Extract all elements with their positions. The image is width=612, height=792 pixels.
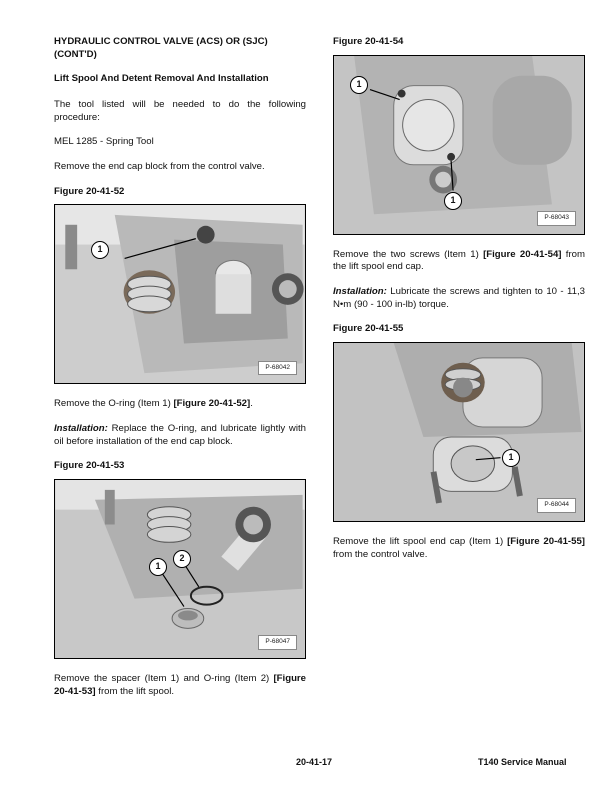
- figure-label-54: Figure 20-41-54: [333, 36, 404, 47]
- oring-instruction: [54, 398, 306, 411]
- valve-photo-55: [334, 343, 584, 521]
- figure-reference: [Figure 20-41-52]: [173, 398, 251, 410]
- figure-label-52: Figure 20-41-52: [54, 185, 125, 197]
- screws-tail: from the lift spool end cap.: [333, 248, 585, 273]
- photo-code: P-68042: [258, 361, 297, 376]
- installation-note-1: [54, 423, 306, 448]
- figure-reference: [Figure 20-41-55]: [507, 535, 585, 547]
- page-number: 20-41-17: [296, 757, 333, 767]
- figure-label-53: Figure 20-41-53: [54, 460, 125, 472]
- figure-photo-52: [54, 204, 306, 384]
- oring-text: Remove the O-ring (Item 1): [54, 398, 174, 410]
- endcap-instruction: [333, 536, 585, 561]
- figure-label-55: Figure 20-41-55: [333, 323, 404, 335]
- installation-label: Installation:: [333, 285, 387, 297]
- valve-photo-52: [55, 205, 305, 383]
- spacer-instruction: [54, 673, 306, 698]
- endcap-text: Remove the lift spool end cap (Item 1): [333, 535, 508, 547]
- figure-reference: [Figure 20-41-54]: [483, 248, 562, 260]
- callout-1: 1: [350, 76, 368, 94]
- figure-photo-55: [333, 342, 585, 522]
- left-column: [54, 36, 306, 710]
- endcap-tail: from the control valve.: [333, 548, 428, 560]
- callout-2: 2: [173, 550, 191, 568]
- valve-photo-53: [55, 480, 305, 658]
- tool-item: MEL 1285 - Spring Tool: [54, 136, 154, 148]
- intro-paragraph: The tool listed will be needed to do the following procedure:: [54, 98, 306, 123]
- screws-text: Remove the two screws (Item 1): [333, 248, 484, 260]
- figure-photo-53: [54, 479, 306, 659]
- section-title: HYDRAULIC CONTROL VALVE (ACS) OR (SJC) (CONT'D): [54, 36, 268, 60]
- callout-1: 1: [149, 558, 167, 576]
- spacer-tail: from the lift spool.: [95, 685, 174, 697]
- manual-title: T140 Service Manual: [478, 757, 567, 767]
- photo-code: P-68044: [537, 498, 576, 513]
- oring-tail: .: [250, 398, 253, 410]
- spacer-text: Remove the spacer (Item 1) and O-ring (Item 2): [54, 672, 274, 684]
- installation-text: Lubricate the screws and tighten to 10 - 11,3 N•m (90 - 100 in-lb) torque.: [333, 285, 585, 310]
- photo-code: P-68047: [258, 635, 297, 650]
- callout-1-lower: 1: [444, 192, 462, 210]
- installation-label: Installation:: [54, 422, 108, 434]
- callout-1: 1: [502, 449, 520, 467]
- installation-text: Replace the O-ring, and lubricate lightly with oil before installation of the end cap block.: [54, 422, 306, 447]
- callout-1: 1: [91, 241, 109, 259]
- photo-code: P-68043: [537, 211, 576, 226]
- right-column: [333, 36, 585, 573]
- installation-note-2: [333, 286, 585, 311]
- subsection-title: Lift Spool And Detent Removal And Installation: [54, 73, 269, 85]
- step-remove-end-cap: Remove the end cap block from the control valve.: [54, 160, 265, 172]
- figure-photo-54: [333, 55, 585, 235]
- screws-instruction: [333, 249, 585, 274]
- figure-reference: [Figure 20-41-53]: [54, 672, 306, 697]
